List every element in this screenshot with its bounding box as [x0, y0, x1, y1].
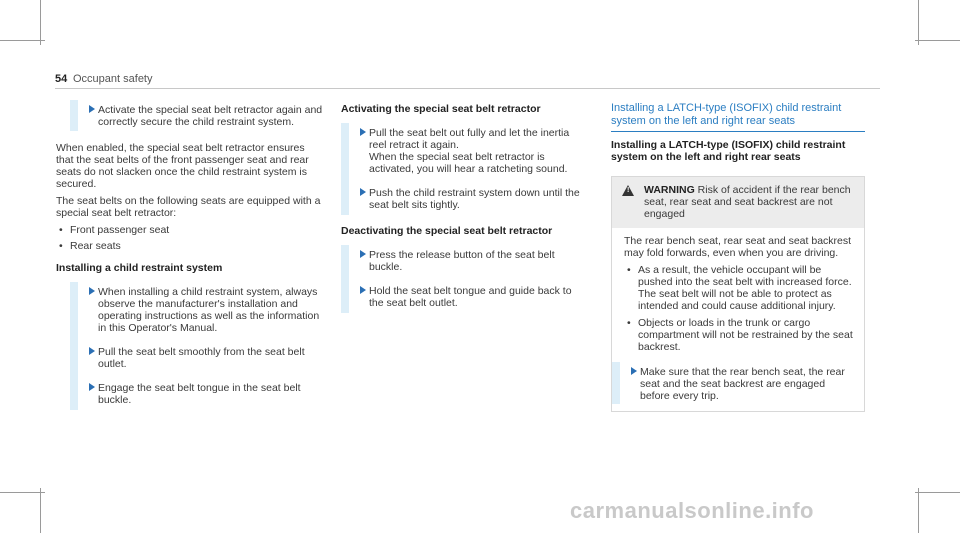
arrow-right-icon [89, 287, 95, 295]
warning-box [611, 176, 865, 412]
arrow-right-icon [360, 188, 366, 196]
warning-label: WARNING [644, 184, 695, 196]
crop-mark [0, 492, 45, 493]
arrow-right-icon [360, 286, 366, 294]
step-item: Push the child restraint system down until the seat belt sits tightly. [369, 187, 581, 211]
arrow-right-icon [360, 250, 366, 258]
paragraph: The seat belts on the following seats are equipped with a special seat belt retractor: [56, 195, 321, 219]
list-item: • Objects or loads in the trunk or cargo compartment will not be restrained by the seat backrest. [624, 317, 856, 353]
step-box [341, 245, 581, 313]
step-item: Press the release button of the seat belt buckle. [369, 249, 581, 273]
step-item: Engage the seat belt tongue in the seat belt buckle. [98, 382, 325, 406]
step-item: Hold the seat belt tongue and guide back to the seat belt outlet. [369, 285, 581, 309]
step-item: When installing a child restraint system, always observe the manufacturer's installation and operating instructions as well as the information in this Operator's Manual. [98, 286, 325, 334]
paragraph: When enabled, the special seat belt retractor ensures that the seat belts of the front passenger seat and rear seats do not slacken once the child restraint system is secured. [56, 142, 309, 190]
section-heading: Activating the special seat belt retractor [341, 103, 541, 115]
list-item: • Front passenger seat [56, 224, 325, 236]
crop-mark [915, 40, 960, 41]
warning-body [612, 228, 864, 411]
column-middle [341, 103, 581, 313]
step-text: Activate the special seat belt retractor again and correctly secure the child restraint system. [98, 104, 323, 128]
step-box [70, 100, 325, 131]
warning-title: Risk of accident if the rear bench seat, rear seat and seat backrest are not engaged [644, 184, 851, 220]
crop-mark [918, 488, 919, 533]
arrow-right-icon [89, 383, 95, 391]
step-box [70, 282, 325, 410]
page-header [55, 70, 880, 89]
step-item: Make sure that the rear bench seat, the rear seat and the seat backrest are engaged before every trip. [640, 366, 856, 402]
section-heading: Deactivating the special seat belt retractor [341, 225, 553, 237]
watermark: carmanualsonline.info [570, 498, 814, 523]
section-title: Installing a LATCH-type (ISOFIX) child restraint system on the left and right rear seats [611, 102, 842, 127]
section-rule [611, 131, 865, 132]
crop-mark [918, 0, 919, 45]
step-item: Pull the seat belt out fully and let the inertia reel retract it again. When the special seat belt retractor is activated, you will hear a ratcheting sound. [369, 127, 581, 175]
warning-text: The rear bench seat, rear seat and seat backrest may fold forwards, even when you are driving. [624, 235, 852, 259]
crop-mark [40, 0, 41, 45]
list-item: • As a result, the vehicle occupant will be pushed into the seat belt with increased force. The seat belt will not be able to protect as intended and could cause additional injury. [624, 264, 856, 312]
column-right-body [611, 139, 865, 163]
crop-mark [915, 492, 960, 493]
section-heading: Installing a LATCH-type (ISOFIX) child restraint system on the left and right rear seats [611, 139, 846, 163]
page-number: 54 [55, 73, 68, 85]
step-box [341, 123, 581, 215]
crop-mark [40, 488, 41, 533]
list-item: • Rear seats [56, 240, 325, 252]
arrow-right-icon [631, 367, 637, 375]
step-item: Pull the seat belt smoothly from the seat belt outlet. [98, 346, 325, 370]
section-heading: Installing a child restraint system [56, 262, 223, 274]
column-left [56, 100, 325, 410]
warning-header [612, 177, 864, 228]
exclamation-icon: ! [627, 187, 630, 194]
arrow-right-icon [89, 347, 95, 355]
arrow-right-icon [89, 105, 95, 113]
arrow-right-icon [360, 128, 366, 136]
step-activate [98, 104, 325, 128]
step-box [612, 362, 856, 404]
chapter-title: Occupant safety [73, 73, 153, 85]
crop-mark [0, 40, 45, 41]
column-right [611, 102, 865, 128]
